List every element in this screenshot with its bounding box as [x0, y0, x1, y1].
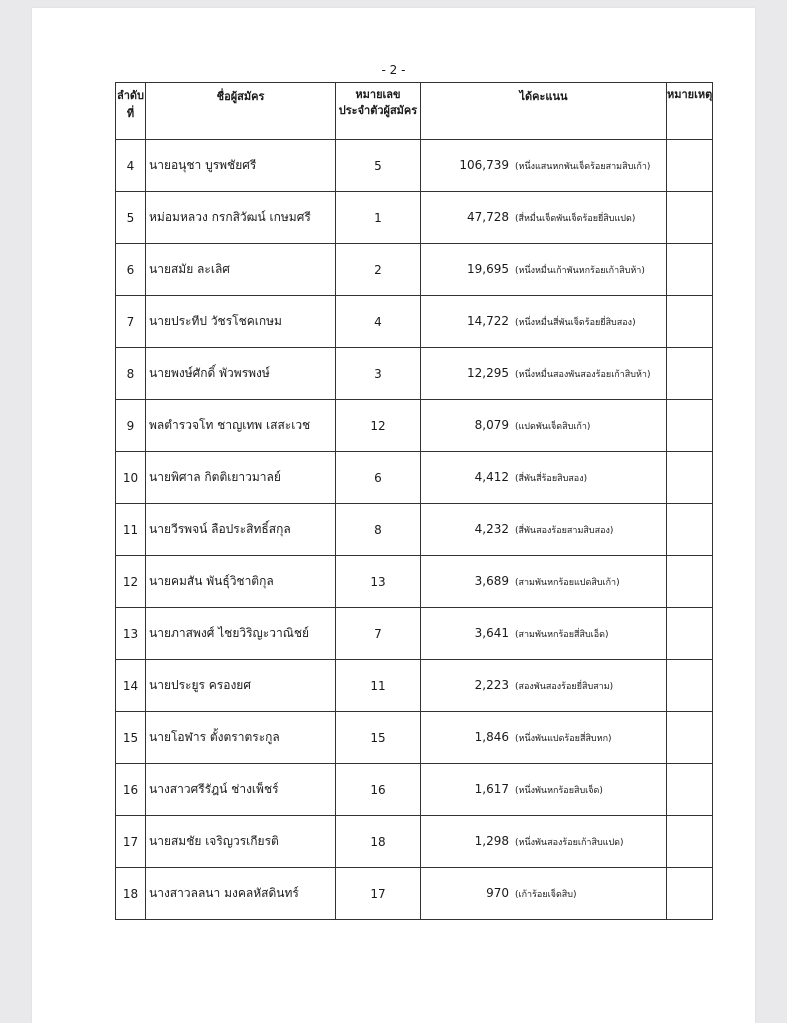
score-value: 1,846 — [474, 730, 509, 744]
cell-candidate-name: หม่อมหลวง กรกสิวัฒน์ เกษมศรี — [146, 192, 336, 244]
cell-score — [421, 764, 667, 816]
document-page — [32, 8, 755, 1023]
table-row — [116, 244, 713, 296]
table-row — [116, 140, 713, 192]
cell-remark — [667, 140, 713, 192]
cell-order: 8 — [116, 348, 146, 400]
cell-remark — [667, 452, 713, 504]
cell-score — [421, 504, 667, 556]
table-row — [116, 608, 713, 660]
table-row — [116, 712, 713, 764]
header-remark: หมายเหตุ — [667, 83, 713, 140]
table-row — [116, 504, 713, 556]
score-in-words: (เก้าร้อยเจ็ดสิบ) — [515, 890, 577, 900]
cell-score — [421, 868, 667, 920]
cell-remark — [667, 556, 713, 608]
cell-order: 4 — [116, 140, 146, 192]
header-order-line2: ที่ — [126, 107, 135, 120]
table-header-row — [116, 83, 713, 140]
cell-candidate-name: นายคมสัน พันธุ์วิชาติกุล — [146, 556, 336, 608]
cell-remark — [667, 660, 713, 712]
cell-candidate-number: 3 — [336, 348, 421, 400]
cell-order: 17 — [116, 816, 146, 868]
cell-candidate-name: พลตำรวจโท ชาญเทพ เสสะเวช — [146, 400, 336, 452]
score-in-words: (สองพันสองร้อยยี่สิบสาม) — [515, 682, 614, 692]
score-in-words: (หนึ่งหมื่นสี่พันเจ็ดร้อยยี่สิบสอง) — [515, 318, 636, 328]
cell-candidate-number: 7 — [336, 608, 421, 660]
cell-remark — [667, 192, 713, 244]
cell-remark — [667, 764, 713, 816]
score-value: 47,728 — [467, 210, 509, 224]
cell-candidate-number: 12 — [336, 400, 421, 452]
score-in-words: (หนึ่งแสนหกพันเจ็ดร้อยสามสิบเก้า) — [515, 162, 651, 172]
cell-order: 14 — [116, 660, 146, 712]
score-value: 1,617 — [474, 782, 509, 796]
cell-candidate-name: นายภาสพงศ์ ไชยวิริญะวาณิชย์ — [146, 608, 336, 660]
score-value: 3,641 — [474, 626, 509, 640]
cell-candidate-number: 11 — [336, 660, 421, 712]
score-in-words: (สี่พันสองร้อยสามสิบสอง) — [515, 526, 614, 536]
cell-remark — [667, 504, 713, 556]
table-row — [116, 452, 713, 504]
cell-order: 7 — [116, 296, 146, 348]
score-in-words: (สี่หมื่นเจ็ดพันเจ็ดร้อยยี่สิบแปด) — [515, 214, 636, 224]
score-value: 4,232 — [474, 522, 509, 536]
cell-score — [421, 296, 667, 348]
table-row — [116, 556, 713, 608]
score-value: 12,295 — [467, 366, 509, 380]
table-row — [116, 400, 713, 452]
cell-score — [421, 192, 667, 244]
header-order-line1: ลำดับ — [116, 89, 145, 102]
cell-candidate-name: นายประยูร ครองยศ — [146, 660, 336, 712]
cell-order: 18 — [116, 868, 146, 920]
score-in-words: (สามพันหกร้อยสี่สิบเอ็ด) — [515, 630, 609, 640]
header-number-line1: หมายเลข — [355, 88, 401, 101]
cell-order: 11 — [116, 504, 146, 556]
table-row — [116, 192, 713, 244]
cell-candidate-number: 13 — [336, 556, 421, 608]
cell-score — [421, 244, 667, 296]
score-in-words: (หนึ่งพันแปดร้อยสี่สิบหก) — [515, 734, 612, 744]
score-in-words: (แปดพันเจ็ดสิบเก้า) — [515, 422, 591, 432]
cell-candidate-number: 17 — [336, 868, 421, 920]
cell-candidate-number: 1 — [336, 192, 421, 244]
score-value: 1,298 — [474, 834, 509, 848]
cell-candidate-name: นายวีรพจน์ ลือประสิทธิ์สกุล — [146, 504, 336, 556]
header-name: ชื่อผู้สมัคร — [146, 83, 336, 140]
cell-candidate-number: 6 — [336, 452, 421, 504]
score-value: 8,079 — [474, 418, 509, 432]
cell-candidate-name: นายสมัย ละเลิศ — [146, 244, 336, 296]
table-body — [116, 140, 713, 920]
score-in-words: (หนึ่งพันหกร้อยสิบเจ็ด) — [515, 786, 603, 796]
cell-candidate-number: 15 — [336, 712, 421, 764]
score-value: 14,722 — [467, 314, 509, 328]
cell-remark — [667, 712, 713, 764]
cell-candidate-number: 4 — [336, 296, 421, 348]
score-value: 970 — [486, 886, 509, 900]
score-in-words: (หนึ่งหมื่นสองพันสองร้อยเก้าสิบห้า) — [515, 370, 651, 380]
cell-order: 5 — [116, 192, 146, 244]
cell-candidate-number: 5 — [336, 140, 421, 192]
score-value: 19,695 — [467, 262, 509, 276]
cell-score — [421, 712, 667, 764]
cell-candidate-name: นายพิศาล กิตติเยาวมาลย์ — [146, 452, 336, 504]
score-value: 2,223 — [474, 678, 509, 692]
table-row — [116, 816, 713, 868]
header-order — [116, 83, 146, 140]
cell-score — [421, 452, 667, 504]
header-score: ได้คะแนน — [421, 83, 667, 140]
score-value: 3,689 — [474, 574, 509, 588]
cell-remark — [667, 816, 713, 868]
table-row — [116, 868, 713, 920]
cell-candidate-number: 18 — [336, 816, 421, 868]
cell-order: 9 — [116, 400, 146, 452]
cell-score — [421, 816, 667, 868]
cell-candidate-name: นายโอฬาร ตั้งตราตระกูล — [146, 712, 336, 764]
cell-candidate-number: 8 — [336, 504, 421, 556]
cell-remark — [667, 868, 713, 920]
cell-score — [421, 660, 667, 712]
cell-candidate-name: นางสาวศรีรัฎน์ ช่างเพ็ชร์ — [146, 764, 336, 816]
cell-order: 6 — [116, 244, 146, 296]
cell-score — [421, 140, 667, 192]
cell-remark — [667, 608, 713, 660]
score-in-words: (หนึ่งหมื่นเก้าพันหกร้อยเก้าสิบห้า) — [515, 266, 645, 276]
cell-candidate-name: นายพงษ์ศักดิ์ พัวพรพงษ์ — [146, 348, 336, 400]
table-row — [116, 348, 713, 400]
cell-score — [421, 608, 667, 660]
cell-candidate-name: นายประทีป วัชรโชคเกษม — [146, 296, 336, 348]
cell-remark — [667, 244, 713, 296]
header-number-line2: ประจำตัวผู้สมัคร — [338, 104, 418, 117]
score-value: 4,412 — [474, 470, 509, 484]
cell-score — [421, 556, 667, 608]
cell-order: 13 — [116, 608, 146, 660]
cell-score — [421, 400, 667, 452]
header-candidate-number — [336, 83, 421, 140]
cell-order: 12 — [116, 556, 146, 608]
cell-candidate-name: นางสาวลลนา มงคลหัสดินทร์ — [146, 868, 336, 920]
score-in-words: (สี่พันสี่ร้อยสิบสอง) — [515, 474, 588, 484]
cell-remark — [667, 296, 713, 348]
table-row — [116, 296, 713, 348]
table-row — [116, 764, 713, 816]
cell-score — [421, 348, 667, 400]
cell-remark — [667, 400, 713, 452]
cell-order: 15 — [116, 712, 146, 764]
cell-candidate-name: นายอนุชา บูรพชัยศรี — [146, 140, 336, 192]
cell-candidate-name: นายสมชัย เจริญวรเกียรติ — [146, 816, 336, 868]
results-table — [115, 82, 713, 920]
score-in-words: (สามพันหกร้อยแปดสิบเก้า) — [515, 578, 620, 588]
cell-candidate-number: 2 — [336, 244, 421, 296]
cell-candidate-number: 16 — [336, 764, 421, 816]
score-value: 106,739 — [459, 158, 509, 172]
table-row — [116, 660, 713, 712]
score-in-words: (หนึ่งพันสองร้อยเก้าสิบแปด) — [515, 838, 624, 848]
cell-remark — [667, 348, 713, 400]
cell-order: 16 — [116, 764, 146, 816]
page-number: - 2 - — [381, 63, 406, 77]
cell-order: 10 — [116, 452, 146, 504]
